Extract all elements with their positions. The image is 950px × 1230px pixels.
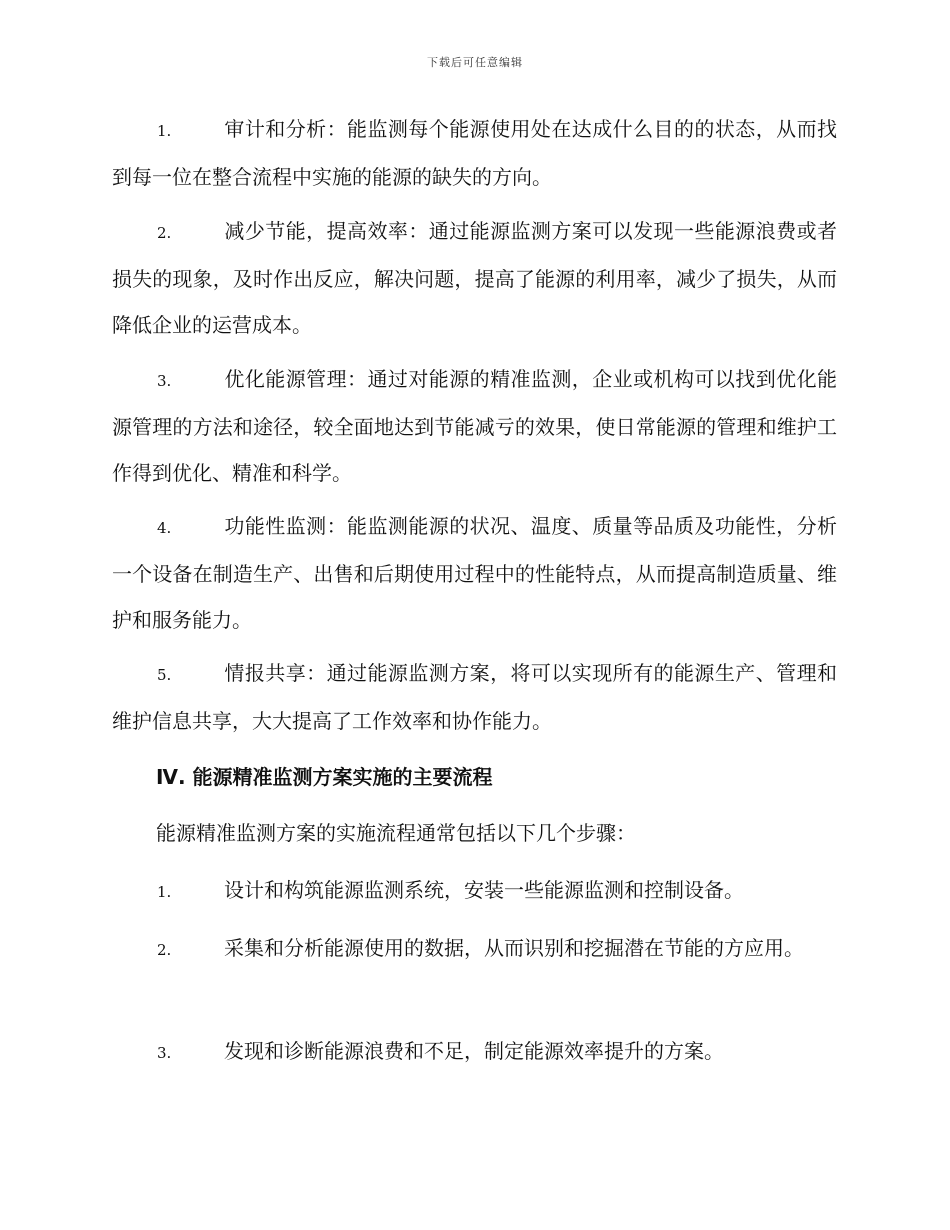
list-item — [112, 208, 837, 348]
list-item-text: 情报共享：通过能源监测方案，将可以实现所有的能源生产、管理和维护信息共享，大大提高了工作效率和协作能力。 — [112, 661, 837, 733]
step-item-number: 2. — [157, 941, 172, 959]
step-item — [112, 867, 837, 915]
list-item-number: 1. — [157, 122, 172, 140]
list-item-number: 5. — [157, 666, 172, 684]
list-item-text: 减少节能，提高效率：通过能源监测方案可以发现一些能源浪费或者损失的现象，及时作出反应，解决问题，提高了能源的利用率，减少了损失，从而降低企业的运营成本。 — [112, 219, 837, 337]
step-item-text: 设计和构筑能源监测系统，安装一些能源监测和控制设备。 — [224, 878, 744, 902]
list-item-number: 2. — [157, 224, 172, 242]
list-item — [112, 650, 837, 744]
list-item — [112, 356, 837, 496]
step-item-number: 1. — [157, 883, 172, 901]
list-item — [112, 106, 837, 200]
list-item-number: 4. — [157, 519, 172, 537]
step-item — [112, 925, 837, 973]
section-intro: 能源精准监测方案的实施流程通常包括以下几个步骤： — [156, 821, 636, 845]
list-item-text: 功能性监测：能监测能源的状况、温度、质量等品质及功能性，分析一个设备在制造生产、出售和后期使用过程中的性能特点，从而提高制造质量、维护和服务能力。 — [112, 514, 837, 632]
step-item — [112, 1028, 837, 1076]
list-item — [112, 503, 837, 643]
list-item-number: 3. — [157, 372, 172, 390]
list-item-text: 优化能源管理：通过对能源的精准监测，企业或机构可以找到优化能源管理的方法和途径，较全面地达到节能减亏的效果，使日常能源的管理和维护工作得到优化、精准和科学。 — [112, 367, 837, 485]
section-heading: Ⅳ. 能源精准监测方案实施的主要流程 — [156, 765, 493, 789]
header-note: 下载后可任意编辑 — [427, 56, 523, 69]
step-item-number: 3. — [157, 1044, 172, 1062]
step-item-text: 发现和诊断能源浪费和不足，制定能源效率提升的方案。 — [224, 1039, 724, 1063]
step-item-text: 采集和分析能源使用的数据，从而识别和挖掘潜在节能的方应用。 — [224, 936, 804, 960]
list-item-text: 审计和分析：能监测每个能源使用处在达成什么目的的状态，从而找到每一位在整合流程中实施的能源的缺失的方向。 — [112, 117, 837, 189]
